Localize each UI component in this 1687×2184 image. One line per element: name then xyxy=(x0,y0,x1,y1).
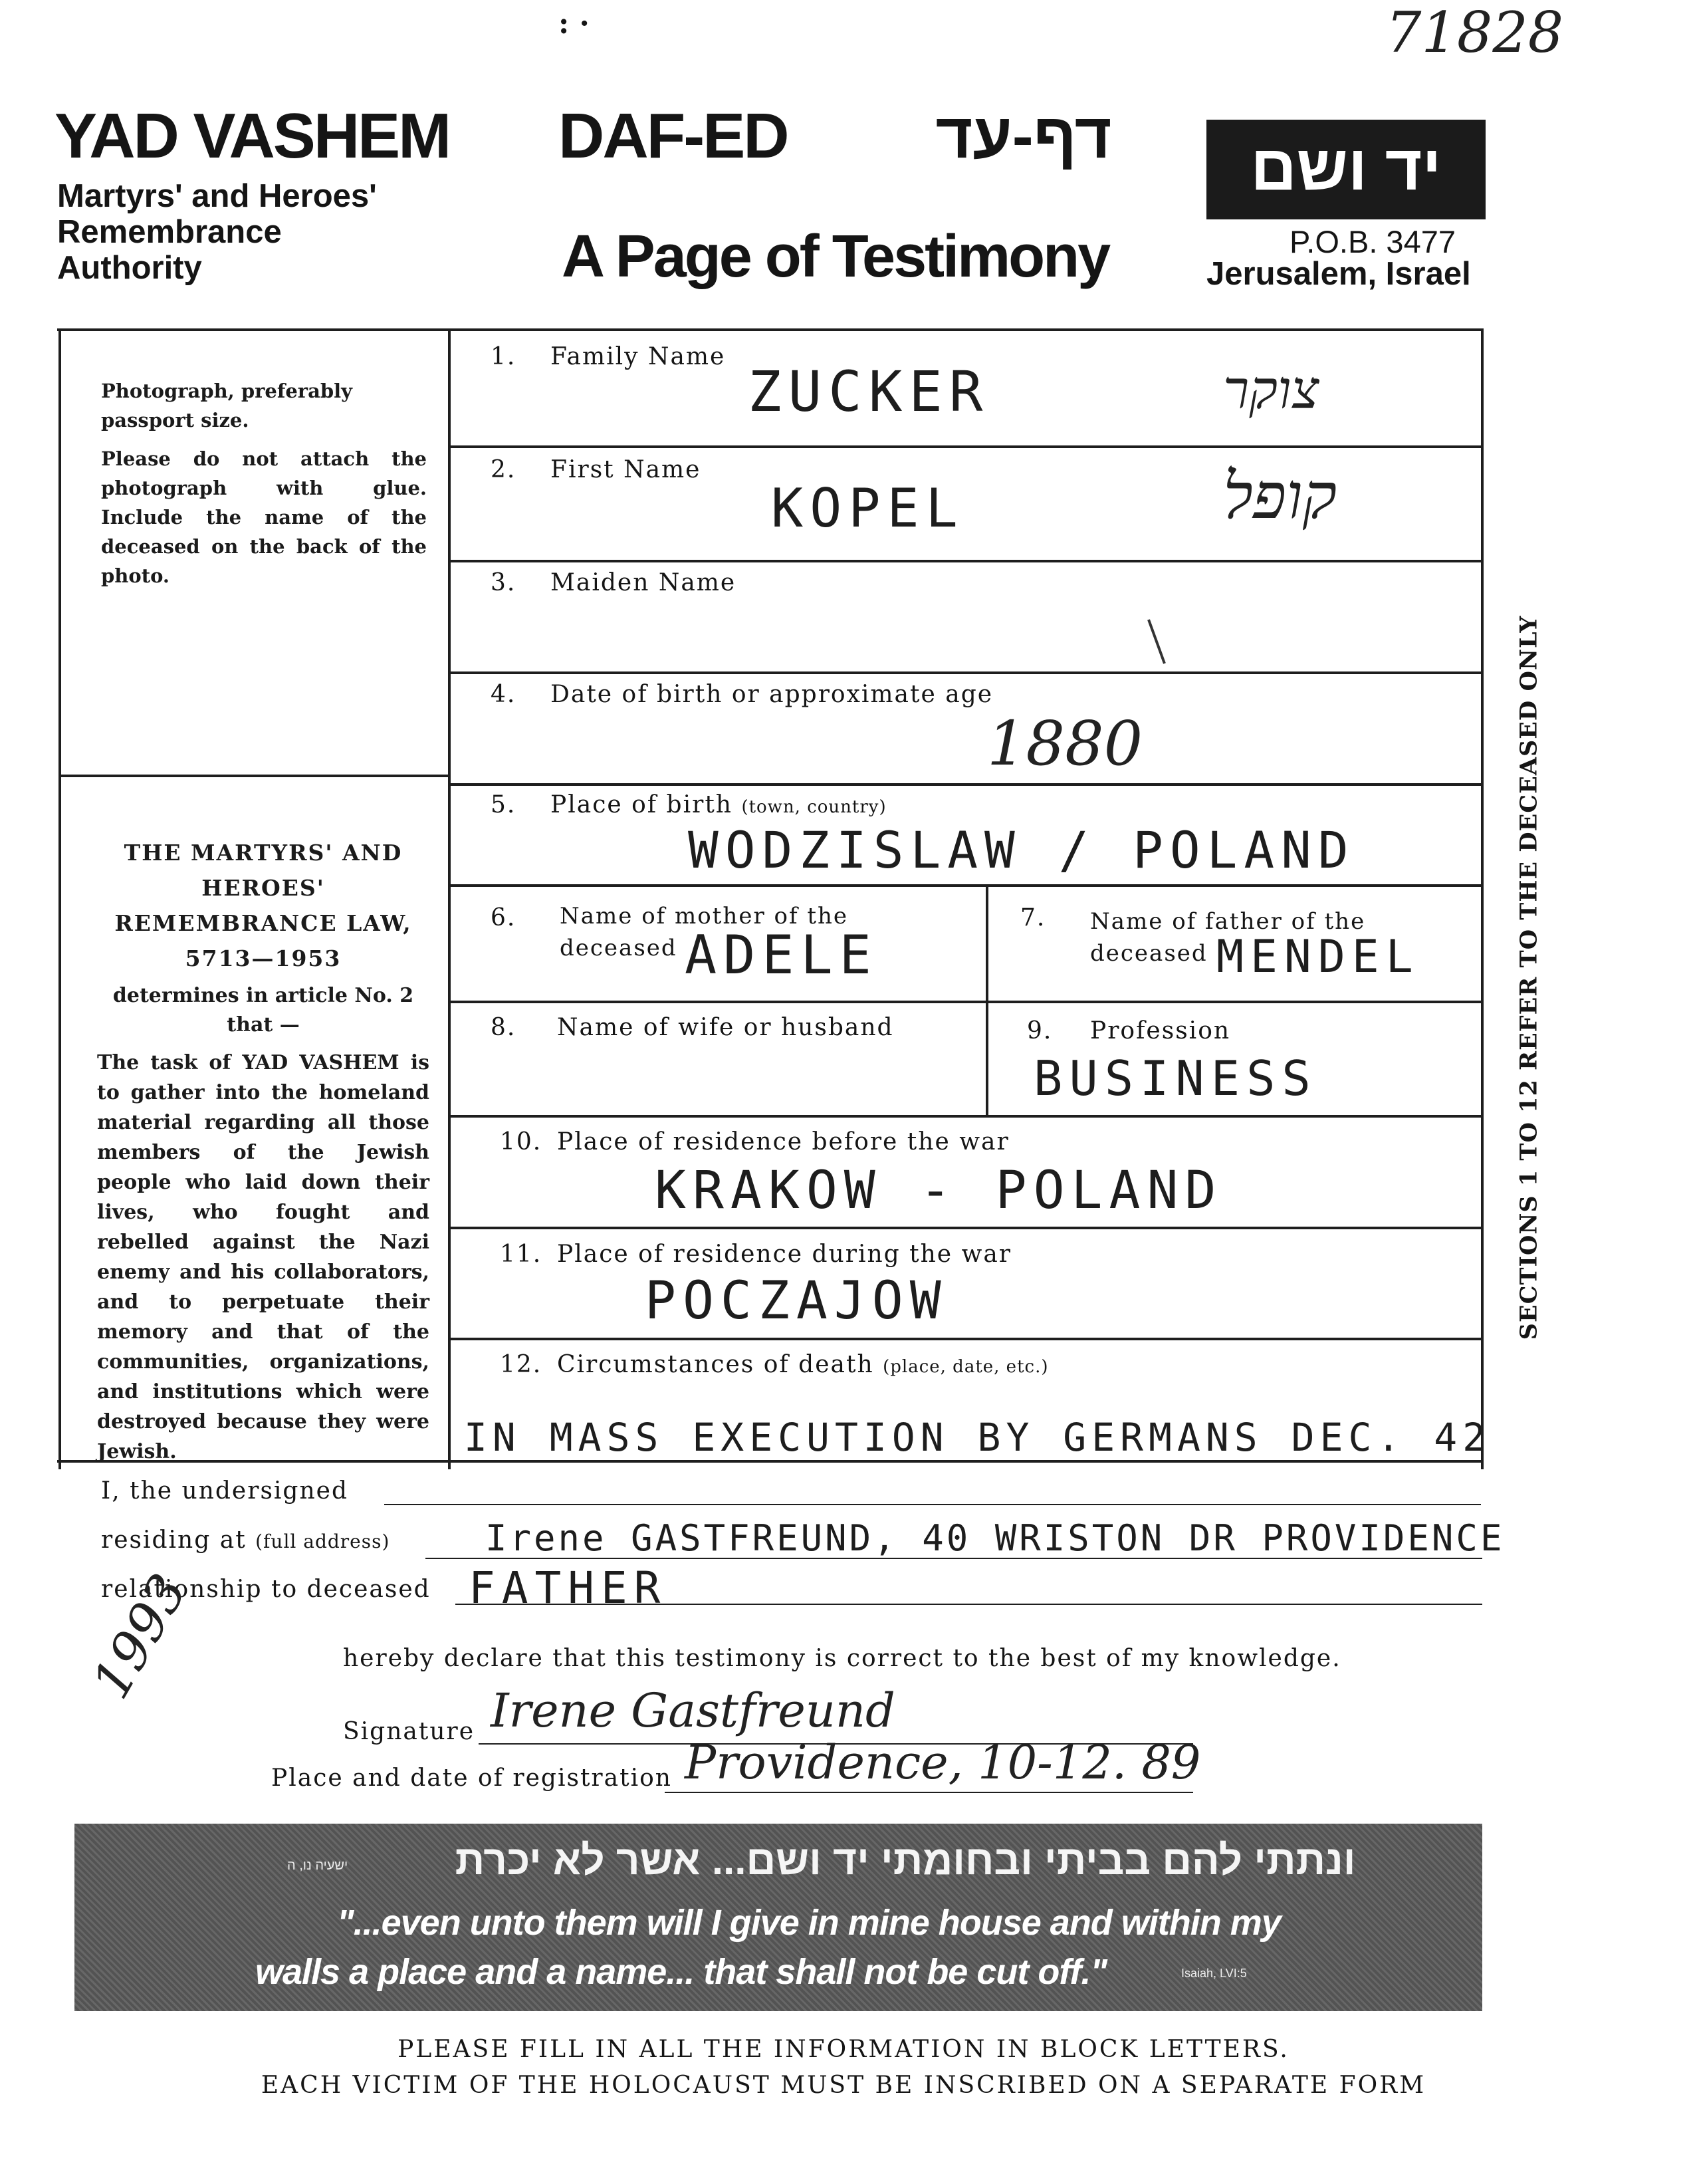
father-value[interactable]: MENDEL xyxy=(1216,931,1420,983)
undersigned-line xyxy=(384,1504,1481,1505)
logo-text: יד ושם xyxy=(1250,132,1442,203)
org-subtitle-line: Martyrs' and Heroes' xyxy=(57,178,377,214)
residence-during-value[interactable]: POCZAJOW xyxy=(645,1271,948,1331)
banner-ref-right: Isaiah, LVI:5 xyxy=(1181,1967,1247,1980)
first-name-hebrew: קופל xyxy=(1223,459,1337,533)
field-7-label-line2: deceased xyxy=(1090,940,1208,967)
field-11-number: 11. xyxy=(500,1241,542,1268)
banner-hebrew: ונתתי להם בביתי ובחומתי יד ושם... אשר לא יכרת xyxy=(455,1838,1356,1883)
relationship-value[interactable]: FATHER xyxy=(469,1562,667,1614)
field-12-number: 12. xyxy=(500,1351,542,1378)
death-circumstances-value[interactable]: IN MASS EXECUTION BY GERMANS DEC. 42 xyxy=(464,1415,1492,1460)
address-value[interactable]: Irene GASTFREUND, 40 WRISTON DR PROVIDENCE xyxy=(485,1517,1505,1559)
field-1-label: Family Name xyxy=(550,343,726,370)
field-6-number: 6. xyxy=(491,904,516,931)
field-12-hint: (place, date, etc.) xyxy=(883,1357,1049,1377)
field-12-label xyxy=(557,1351,1049,1378)
row-line xyxy=(449,783,1482,786)
field-5-hint: (town, country) xyxy=(741,797,887,817)
row-line xyxy=(449,1115,1482,1118)
field-4-label: Date of birth or approximate age xyxy=(550,681,994,708)
residence-before-value[interactable]: KRAKOW - POLAND xyxy=(655,1161,1223,1221)
family-name-value[interactable]: ZUCKER xyxy=(748,359,990,424)
field-5-label xyxy=(550,791,887,818)
hebrew-title: דף-עד xyxy=(935,100,1112,172)
signature-value[interactable]: Irene Gastfreund xyxy=(491,1683,895,1738)
field-3-number: 3. xyxy=(491,569,516,596)
field-7-number: 7. xyxy=(1020,904,1046,931)
sidebar-split xyxy=(58,775,449,777)
address-hint: (full address) xyxy=(255,1530,390,1552)
undersigned-label: I, the undersigned xyxy=(101,1477,349,1505)
form-code: DAF-ED xyxy=(558,100,788,172)
law-intro: determines in article No. 2 that — xyxy=(112,984,414,1036)
org-subtitle xyxy=(57,178,377,286)
registration-label: Place and date of registration xyxy=(271,1764,672,1792)
field-2-label: First Name xyxy=(550,456,701,483)
row-line xyxy=(449,884,1482,887)
relationship-label: relationship to deceased xyxy=(101,1576,431,1603)
field-6-label-line1: Name of mother of the xyxy=(560,903,849,929)
law-section xyxy=(97,835,429,1467)
field-6-label-line2: deceased xyxy=(560,935,677,961)
field-5-label-text: Place of birth xyxy=(550,791,732,818)
field-9-label: Profession xyxy=(1090,1017,1231,1044)
row-line xyxy=(449,1227,1482,1229)
field-8-number: 8. xyxy=(491,1014,516,1041)
field-5-number: 5. xyxy=(491,791,516,818)
registration-value[interactable]: Providence, 10-12. 89 xyxy=(685,1735,1201,1790)
field-1-number: 1. xyxy=(491,343,516,370)
birth-place-value[interactable]: WODZISLAW / POLAND xyxy=(688,820,1355,880)
field-3-label: Maiden Name xyxy=(550,569,736,596)
row-line xyxy=(449,445,1482,448)
pob: P.O.B. 3477 xyxy=(1290,224,1456,259)
field-7-label-line1: Name of father of the xyxy=(1090,908,1366,935)
org-subtitle-line: Remembrance xyxy=(57,214,282,250)
margin-note: 1993 xyxy=(81,1564,199,1709)
form-top-border xyxy=(57,328,1484,331)
signature-label: Signature xyxy=(343,1718,475,1745)
relationship-line xyxy=(455,1604,1482,1605)
field-2-number: 2. xyxy=(491,456,516,483)
footer-line-2: EACH VICTIM OF THE HOLOCAUST MUST BE INSCRIBED ON A SEPARATE FORM xyxy=(261,2072,1426,2099)
banner-line1: "...even unto them will I give in mine house and within my xyxy=(337,1903,1281,1943)
form-right-border xyxy=(1481,328,1484,1469)
side-note: SECTIONS 1 TO 12 REFER TO THE DECEASED ONLY xyxy=(1515,615,1543,1340)
field-12-label-text: Circumstances of death xyxy=(557,1351,874,1378)
archive-number: 71828 xyxy=(1386,0,1564,65)
field-10-number: 10. xyxy=(500,1128,542,1155)
registration-line xyxy=(665,1792,1193,1793)
photo-note: Please do not attach the photograph with glue. Include the name of the deceased on the back of the photo. xyxy=(101,447,427,587)
first-name-value[interactable]: KOPEL xyxy=(771,477,964,539)
row-line xyxy=(449,671,1482,674)
sidebar-divider xyxy=(448,328,451,1469)
profession-value[interactable]: BUSINESS xyxy=(1034,1050,1317,1106)
yad-vashem-logo xyxy=(1206,120,1486,219)
address-label xyxy=(101,1526,390,1554)
form-left-border xyxy=(58,328,61,1469)
quote-banner xyxy=(74,1824,1482,2011)
banner-ref-left: ישעיה נו, ה xyxy=(287,1858,348,1873)
org-subtitle-line: Authority xyxy=(57,250,202,286)
stray-mark xyxy=(1147,619,1166,664)
row-line xyxy=(449,1338,1482,1340)
photo-title: Photograph, preferably passport size. xyxy=(101,380,353,431)
photo-instructions xyxy=(101,376,427,590)
field-4-number: 4. xyxy=(491,681,516,708)
city: Jerusalem, Israel xyxy=(1206,256,1471,292)
address-label-text: residing at xyxy=(101,1526,247,1554)
field-11-label: Place of residence during the war xyxy=(557,1241,1012,1268)
footer-line-1: PLEASE FILL IN ALL THE INFORMATION IN BLOCK LETTERS. xyxy=(397,2036,1290,2063)
field-8-label: Name of wife or husband xyxy=(557,1014,894,1041)
field-10-label: Place of residence before the war xyxy=(557,1128,1010,1155)
org-name: YAD VASHEM xyxy=(55,100,450,172)
address-line xyxy=(425,1558,1482,1559)
banner-line2: walls a place and a name... that shall not be cut off." xyxy=(255,1952,1107,1992)
law-heading: THE MARTYRS' AND HEROES' REMEMBRANCE LAW, 5713—1953 xyxy=(114,840,412,971)
field-9-number: 9. xyxy=(1027,1017,1053,1044)
law-text: The task of YAD VASHEM is to gather into the homeland material regarding all those members of the Jewish people who laid down their lives, who fought and rebelled against the Nazi enemy and his collaborators, and to perpetuate their memory and that of the communities, organizations, and institutions which were destroyed because they were Jewish. xyxy=(97,1051,429,1463)
form-title: A Page of Testimony xyxy=(562,223,1109,290)
row-line xyxy=(449,560,1482,562)
row-line xyxy=(449,1001,1482,1003)
column-divider xyxy=(986,886,988,1116)
stray-dots: : · xyxy=(558,7,590,41)
birth-date-value[interactable]: 1880 xyxy=(987,708,1143,779)
family-name-hebrew: צוקר xyxy=(1223,359,1319,421)
mother-value[interactable]: ADELE xyxy=(685,924,878,986)
declaration-text: hereby declare that this testimony is correct to the best of my knowledge. xyxy=(343,1645,1341,1672)
